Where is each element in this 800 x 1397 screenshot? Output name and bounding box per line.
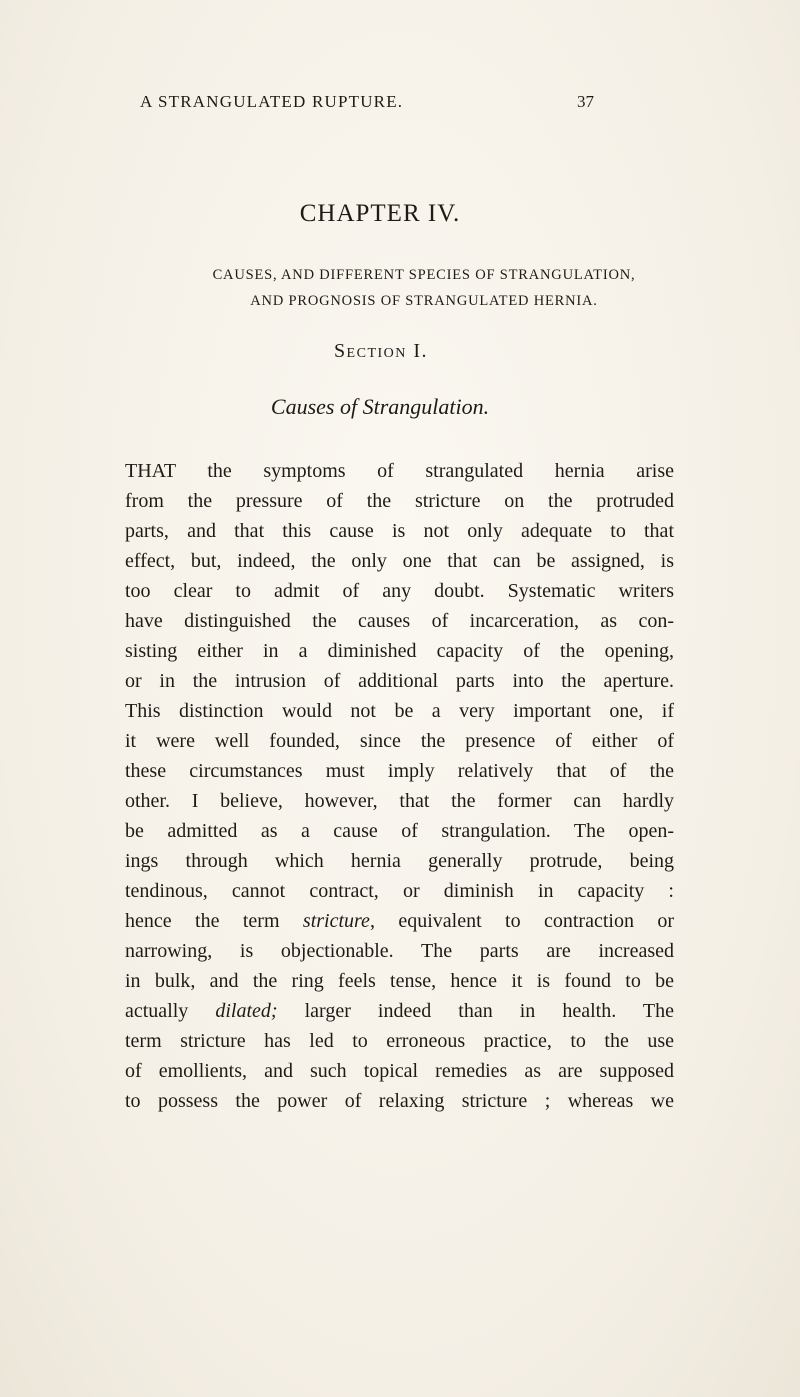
section-heading: Section I. bbox=[333, 340, 429, 362]
chapter-subtitle-line: AND PROGNOSIS OF STRANGULATED HERNIA. bbox=[250, 293, 598, 309]
text-line: parts, and that this cause is not only adequate to that bbox=[125, 520, 674, 542]
text-line: of emollients, and such topical remedies as are supposed bbox=[125, 1060, 674, 1082]
text-line: THAT the symptoms of strangulated hernia arise bbox=[125, 460, 674, 482]
chapter-title: CHAPTER IV. bbox=[299, 200, 461, 227]
text-line: tendinous, cannot contract, or diminish in capacity : bbox=[125, 880, 674, 902]
text-line: hence the term stricture, equivalent to contraction or bbox=[125, 910, 674, 932]
text-line: actually dilated; larger indeed than in health. The bbox=[125, 1000, 674, 1022]
running-head bbox=[0, 92, 800, 122]
text-line: term stricture has led to erroneous practice, to the use bbox=[125, 1030, 674, 1052]
emphasized-term: dilated; bbox=[215, 1000, 278, 1022]
text-line: too clear to admit of any doubt. Systematic writers bbox=[125, 580, 674, 602]
text-line: or in the intrusion of additional parts into the aperture. bbox=[125, 670, 674, 692]
text-line: effect, but, indeed, the only one that can be assigned, is bbox=[125, 550, 674, 572]
page-number: 37 bbox=[577, 92, 594, 111]
text-line: be admitted as a cause of strangulation. The open- bbox=[125, 820, 674, 842]
text-line: in bulk, and the ring feels tense, hence it is found to be bbox=[125, 970, 674, 992]
text-line: sisting either in a diminished capacity of the opening, bbox=[125, 640, 674, 662]
section-subtitle: Causes of Strangulation. bbox=[270, 394, 490, 419]
text-line: from the pressure of the stricture on the protruded bbox=[125, 490, 674, 512]
emphasized-term: stricture bbox=[302, 910, 370, 932]
body-paragraph bbox=[125, 456, 674, 1116]
text-line: narrowing, is objectionable. The parts are increased bbox=[125, 940, 674, 962]
text-line: ings through which hernia generally protrude, being bbox=[125, 850, 674, 872]
text-line: have distinguished the causes of incarceration, as con- bbox=[125, 610, 674, 632]
chapter-subtitle bbox=[124, 262, 724, 314]
text-line: other. I believe, however, that the former can hardly bbox=[125, 790, 674, 812]
text-line: it were well founded, since the presence of either of bbox=[125, 730, 674, 752]
text-line: This distinction would not be a very important one, if bbox=[125, 700, 674, 722]
text-line: these circumstances must imply relatively that of the bbox=[125, 760, 674, 782]
chapter-subtitle-line: CAUSES, AND DIFFERENT SPECIES OF STRANGULATION, bbox=[212, 267, 636, 283]
text-line: to possess the power of relaxing stricture ; whereas we bbox=[125, 1090, 674, 1112]
running-head-title: A STRANGULATED RUPTURE. bbox=[140, 92, 404, 111]
